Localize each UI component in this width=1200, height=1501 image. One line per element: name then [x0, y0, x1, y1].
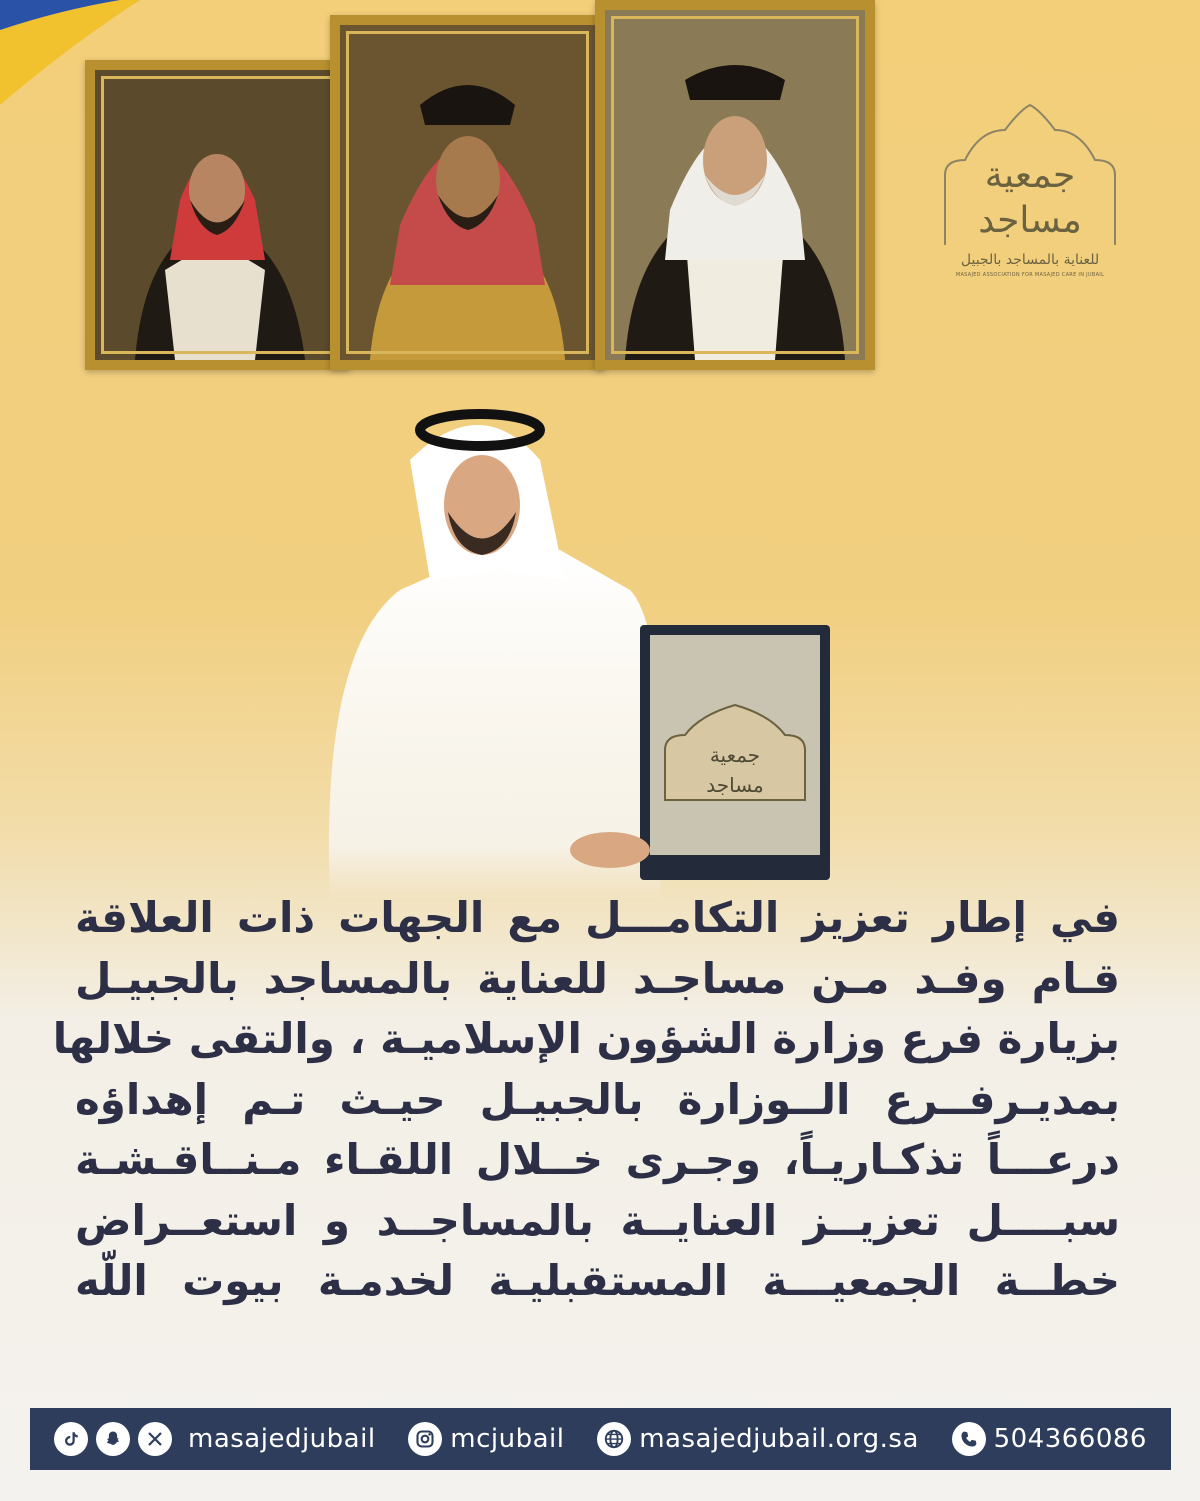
snapchat-icon[interactable] [96, 1422, 130, 1456]
social-group [54, 1422, 376, 1456]
portrait-frame-right [595, 0, 875, 370]
text-line-6: سبــــل تعزيــز العنايــة بالمساجــد و استعــراض [75, 1195, 1120, 1245]
plaque-title-line1: جمعية [709, 743, 761, 767]
plaque-title-line2: مساجد [706, 773, 764, 797]
logo-title-line1: جمعية [984, 155, 1076, 196]
text-line-5: درعـــاً تذكـاريـاً، وجـرى خــلال اللقـاء مـنــاقـشـة [75, 1135, 1120, 1184]
globe-icon[interactable] [597, 1422, 631, 1456]
text-line-3: بزيارة فرع وزارة الشؤون الإسلاميـة ، والتقى خلالها [52, 1014, 1120, 1063]
logo-title-line2: مساجد [978, 200, 1082, 241]
text-line-4: بمديـرفــرع الــوزارة بالجبيـل حيـث تـم إهداؤه [75, 1074, 1120, 1124]
association-logo [930, 100, 1130, 290]
phone-icon[interactable] [952, 1422, 986, 1456]
website-link[interactable]: masajedjubail.org.sa [639, 1424, 919, 1454]
phone-group [952, 1422, 1147, 1456]
instagram-group [408, 1422, 564, 1456]
logo-english-subtitle: MASAJED ASSOCIATION FOR MASAJED CARE IN JUBAIL [955, 272, 1105, 278]
website-group [597, 1422, 919, 1456]
announcement-text [52, 888, 1120, 1312]
x-icon[interactable] [138, 1422, 172, 1456]
social-handle[interactable]: masajedjubail [188, 1424, 376, 1454]
man-holding-plaque [290, 400, 850, 900]
portrait-frame-left [85, 60, 350, 370]
portrait-frame-center [330, 15, 605, 370]
contact-footer-bar [30, 1408, 1171, 1470]
instagram-icon[interactable] [408, 1422, 442, 1456]
phone-number[interactable]: 504366086 [993, 1424, 1147, 1454]
text-line-1: في إطار تعزيز التكامـــل مع الجهات ذات العلاقة [75, 893, 1120, 942]
text-line-2: قـام وفـد مـن مساجـد للعناية بالمساجد بالجبيـل [75, 953, 1120, 1003]
logo-subtitle: للعناية بالمساجد بالجبيل [960, 252, 1100, 268]
tiktok-icon[interactable] [54, 1422, 88, 1456]
text-line-7: خطــة الجمعيـــة المستقبليـة لخدمـة بيوت اللّه [75, 1256, 1120, 1305]
instagram-handle[interactable]: mcjubail [450, 1424, 565, 1454]
